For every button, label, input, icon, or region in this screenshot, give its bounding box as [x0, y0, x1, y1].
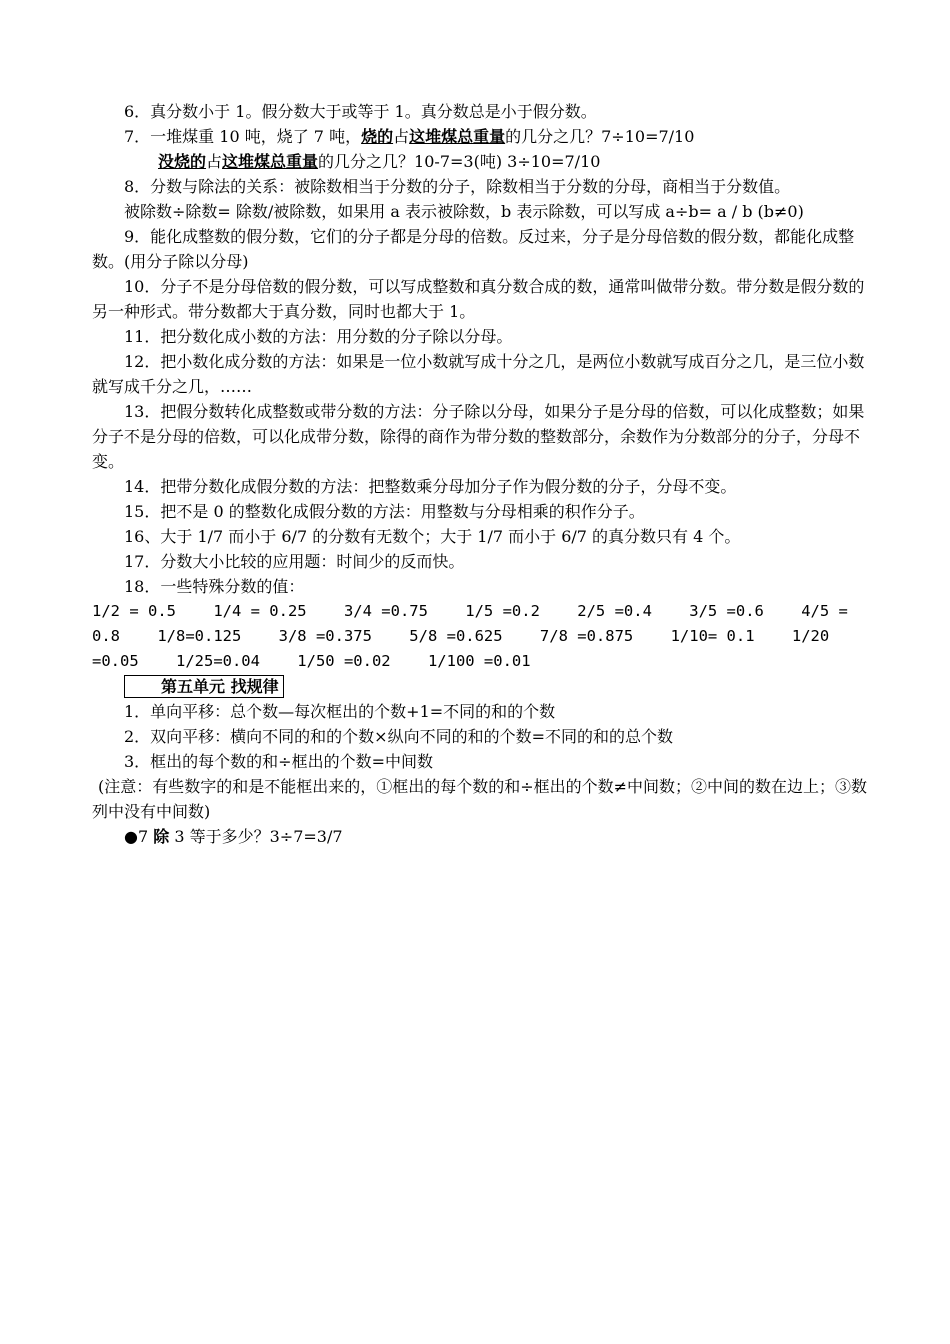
item-7-text-e: 的几分之几？7÷10=7/10 [505, 127, 695, 146]
item-18 [92, 574, 874, 599]
unit5-question-text-c: 3 等于多少？3÷7=3/7 [169, 827, 343, 846]
item-7-text-a: 7．一堆煤重 10 吨，烧了 7 吨， [124, 127, 362, 146]
item-8-formula-text: 被除数÷除数= 除数/被除数，如果用 a 表示被除数，b 表示除数，可以写成 a÷b= a / b (b≠0) [124, 202, 804, 221]
item-14-text: 14．把带分数化成假分数的方法：把整数乘分母加分子作为假分数的分子，分母不变。 [124, 477, 737, 496]
special-values-line-3: =0.05 1/25=0.04 1/50 =0.02 1/100 =0.01 [92, 652, 531, 670]
unit5-rule-2 [92, 724, 874, 749]
unit5-heading: 第五单元 找规律 [124, 675, 284, 698]
unit5-question-text-a: ●7 [124, 827, 154, 846]
item-7b-emph-unburned: 没烧的 [158, 152, 207, 171]
item-15 [92, 499, 874, 524]
item-13 [92, 399, 874, 474]
unit5-rule-1-text: 1．单向平移：总个数—每次框出的个数+1=不同的和的个数 [124, 702, 556, 721]
item-13-text: 13．把假分数转化成整数或带分数的方法：分子除以分母，如果分子是分母的倍数，可以化成整数；如果分子不是分母的倍数，可以化成带分数，除得的商作为带分数的整数部分，余数作为分数部分的分子，分母不变。 [92, 402, 865, 471]
item-12-text: 12．把小数化成分数的方法：如果是一位小数就写成十分之几，是两位小数就写成百分之几，是三位小数就写成千分之几，…… [92, 352, 865, 396]
item-8 [92, 174, 874, 199]
unit5-note [92, 774, 874, 824]
item-7-emph-burned: 烧的 [361, 127, 394, 146]
unit5-heading-row [92, 674, 874, 699]
item-10 [92, 274, 874, 324]
item-7-continued [92, 149, 874, 174]
item-7b-emph-total: 这堆煤总重量 [222, 152, 319, 171]
special-values-line-1: 1/2 = 0.5 1/4 = 0.25 3/4 =0.75 1/5 =0.2 2/5 =0.4 3/5 =0.6 4/5 = [92, 602, 848, 620]
item-15-text: 15．把不是 0 的整数化成假分数的方法：用整数与分母相乘的积作分子。 [124, 502, 645, 521]
unit5-rule-2-text: 2．双向平移：横向不同的和的个数×纵向不同的和的个数=不同的和的总个数 [124, 727, 673, 746]
item-8-text: 8．分数与除法的关系：被除数相当于分数的分子，除数相当于分数的分母，商相当于分数值。 [124, 177, 791, 196]
item-16-text: 16、大于 1/7 而小于 6/7 的分数有无数个；大于 1/7 而小于 6/7 的真分数只有 4 个。 [124, 527, 741, 546]
item-18-text: 18．一些特殊分数的值： [124, 577, 305, 596]
item-16 [92, 524, 874, 549]
special-values-line-2: 0.8 1/8=0.125 3/8 =0.375 5/8 =0.625 7/8 =0.875 1/10= 0.1 1/20 [92, 627, 830, 645]
item-7-text-c: 占 [393, 127, 410, 146]
item-11-text: 11．把分数化成小数的方法：用分数的分子除以分母。 [124, 327, 513, 346]
item-17-text: 17．分数大小比较的应用题：时间少的反而快。 [124, 552, 465, 571]
document-content [92, 99, 874, 849]
item-11 [92, 324, 874, 349]
item-7-emph-total: 这堆煤总重量 [409, 127, 506, 146]
item-9 [92, 224, 874, 274]
unit5-note-text: (注意：有些数字的和是不能框出来的，①框出的每个数的和÷框出的个数≠中间数；②中间的数在边上；③数列中没有中间数) [92, 777, 868, 821]
item-8-formula [92, 199, 874, 224]
item-6 [92, 99, 874, 124]
item-7b-text-d: 的几分之几？10-7=3(吨) 3÷10=7/10 [318, 152, 601, 171]
item-7 [92, 124, 874, 149]
unit5-rule-3 [92, 749, 874, 774]
item-12 [92, 349, 874, 399]
item-14 [92, 474, 874, 499]
item-9-text: 9．能化成整数的假分数，它们的分子都是分母的倍数。反过来，分子是分母倍数的假分数，都能化成整数。(用分子除以分母) [92, 227, 855, 271]
unit5-question [92, 824, 874, 849]
unit5-rule-3-text: 3．框出的每个数的和÷框出的个数=中间数 [124, 752, 433, 771]
item-17 [92, 549, 874, 574]
item-7b-text-b: 占 [206, 152, 223, 171]
unit5-rule-1 [92, 699, 874, 724]
item-6-text: 6．真分数小于 1。假分数大于或等于 1。真分数总是小于假分数。 [124, 102, 597, 121]
unit5-question-emph: 除 [153, 827, 170, 846]
item-10-text: 10．分子不是分母倍数的假分数，可以写成整数和真分数合成的数，通常叫做带分数。带分数是假分数的另一种形式。带分数都大于真分数，同时也都大于 1。 [92, 277, 865, 321]
